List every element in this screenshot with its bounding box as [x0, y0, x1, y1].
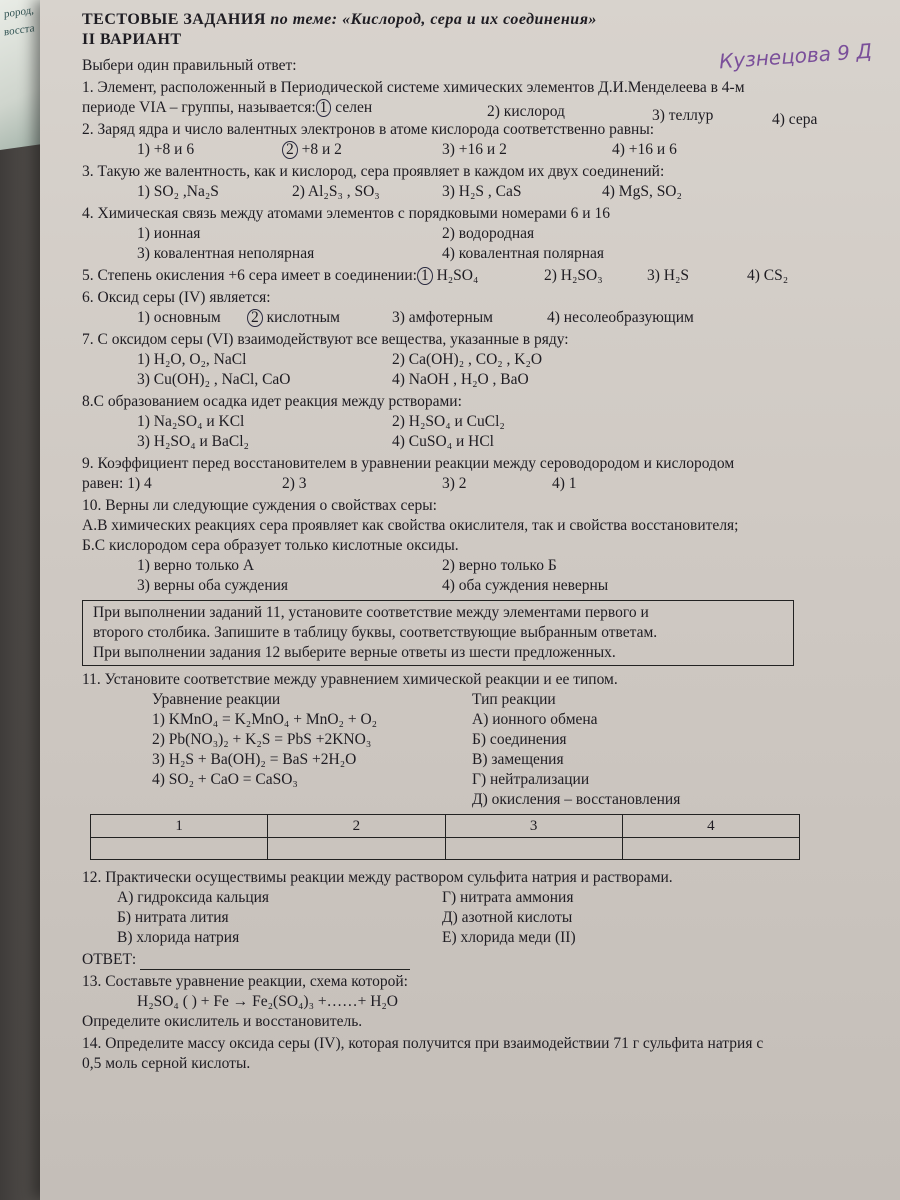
table-row — [91, 815, 800, 838]
table-header-cell: 1 — [91, 815, 268, 838]
question-4: 4. Химическая связь между атомами элементов с порядковыми номерами 6 и 16 1) ионная 2) водородная 3) ковалентная неполярная 4) ковалентная полярная — [82, 205, 610, 262]
answer-cell[interactable] — [268, 838, 445, 860]
question-14: 14. Определите массу оксида серы (IV), которая получится при взаимодействии 71 г сульфита натрия с 0,5 моль серной кислоты. — [82, 1035, 764, 1072]
answer-cell[interactable] — [622, 838, 799, 860]
answer-label: ОТВЕТ: — [82, 951, 137, 968]
table-row — [91, 838, 800, 860]
question-8: 8.С образованием осадка идет реакция между рстворами: 1) Na₂SO₄ и KCl 2) H₂SO₄ и CuCl₂ 3) H₂SO₄ и BaCl₂ 4) CuSO₄ и HCl — [82, 393, 505, 450]
question-7: 7. С оксидом серы (VI) взаимодействуют все вещества, указанные в ряду: 1) H₂O, O₂, NaCl 2) Ca(OH)₂ , CO₂ , K₂O 3) Cu(OH)₂ , NaCl, CaO 4) NaOH , H₂O , BaO — [82, 331, 569, 388]
question-10: 10. Верны ли следующие суждения о свойствах серы: А.В химических реакциях сера проявляет как свойства окислителя, так и свойства восстановителя; Б.С кислородом сера образует только кислотные оксиды. 1) верно только А 2) верно только Б 3) верны оба суждения 4) оба суждения неверны — [82, 497, 739, 594]
test-sheet — [40, 0, 900, 1200]
table-header-cell: 2 — [268, 815, 445, 838]
answer-cell[interactable] — [91, 838, 268, 860]
table-header-cell: 3 — [445, 815, 622, 838]
question-11: 11. Установите соответствие между уравнением химической реакции и ее типом. Уравнение реакции Тип реакции 1) KMnO₄ = K₂MnO₄ + MnO₂ + O₂ А) ионного обмена 2) Pb(NO₃)₂ + K₂S = PbS +2KNO₃ Б) соединения 3) H₂S + Ba(OH)₂ = BaS +2H₂O В) замещения 4) SO₂ + CaO = CaSO₃ Г) нейтрализации Д) окисления – восстановления 1 2 3 4 — [82, 670, 872, 860]
answer-cell[interactable] — [445, 838, 622, 860]
question-3: 3. Такую же валентность, как и кислород, сера проявляет в каждом их двух соединений: 1) SO₂ ,Na₂S 2) Al₂S₃ , SO₃ 3) H₂S , CaS 4) MgS, SO₂ — [82, 163, 682, 200]
book-text: рород, восста — [4, 4, 35, 39]
question-13: 13. Составьте уравнение реакции, схема которой: H₂SO₄ ( ) + Fe → Fe₂(SO₄)₃ +……+ H₂O Определите окислитель и восстановитель. — [82, 972, 872, 1032]
question-1: 1. Элемент, расположенный в Периодической системе химических элементов Д.И.Менделеева в 4-м периоде VIA – группы, называется: 1 селен 2) кислород 3) теллур 4) сера — [82, 79, 818, 128]
question-12: 12. Практически осуществимы реакции между раствором сульфита натрия и растворами. А) гидроксида кальция Г) нитрата аммония Б) нитрата лития Д) азотной кислоты В) хлорида натрия Е) хлорида меди (II) ОТВЕТ: — [82, 869, 673, 968]
answer-table — [90, 814, 800, 860]
question-5: 5. Степень окисления +6 сера имеет в соединении: 1 H₂SO₄ 2) H₂SO₃ 3) H₂S 4) CS₂ — [82, 267, 789, 284]
answer-line[interactable] — [140, 955, 410, 970]
table-header-cell: 4 — [622, 815, 799, 838]
circled-answer: 2 — [247, 309, 263, 327]
variant-label: II ВАРИАНТ — [82, 31, 182, 48]
question-6: 6. Оксид серы (IV) является: 1) основным 2 кислотным 3) амфотерным 4) несолеобразующим — [82, 289, 694, 326]
sheet-content — [82, 10, 872, 1074]
circled-answer: 2 — [282, 141, 298, 159]
handwritten-signature: Кузнецова 9 Д — [718, 38, 873, 74]
instruction: Выбери один правильный ответ: — [82, 57, 297, 74]
page-title: ТЕСТОВЫЕ ЗАДАНИЯ по теме: «Кислород, сера и их соединения» — [82, 11, 597, 28]
circled-answer: 1 — [417, 267, 433, 285]
question-9: 9. Коэффициент перед восстановителем в уравнении реакции между сероводородом и кислородом равен: 1) 4 2) 3 3) 2 4) 1 — [82, 455, 735, 492]
question-2: 2. Заряд ядра и число валентных электронов в атоме кислорода соответственно равны: 1) +8 и 6 2 +8 и 2 3) +16 и 2 4) +16 и 6 — [82, 121, 677, 158]
circled-answer: 1 — [316, 99, 332, 117]
instruction-box: При выполнении заданий 11, установите соответствие между элементами первого и второго столбика. Запишите в таблицу буквы, соответствующие выбранным ответам. При выполнении задания 12 выберите верные ответы из шести предложенных. — [82, 600, 794, 666]
reaction-scheme: H₂SO₄ ( ) + Fe → Fe₂(SO₄)₃ +……+ H₂O — [137, 993, 399, 1010]
